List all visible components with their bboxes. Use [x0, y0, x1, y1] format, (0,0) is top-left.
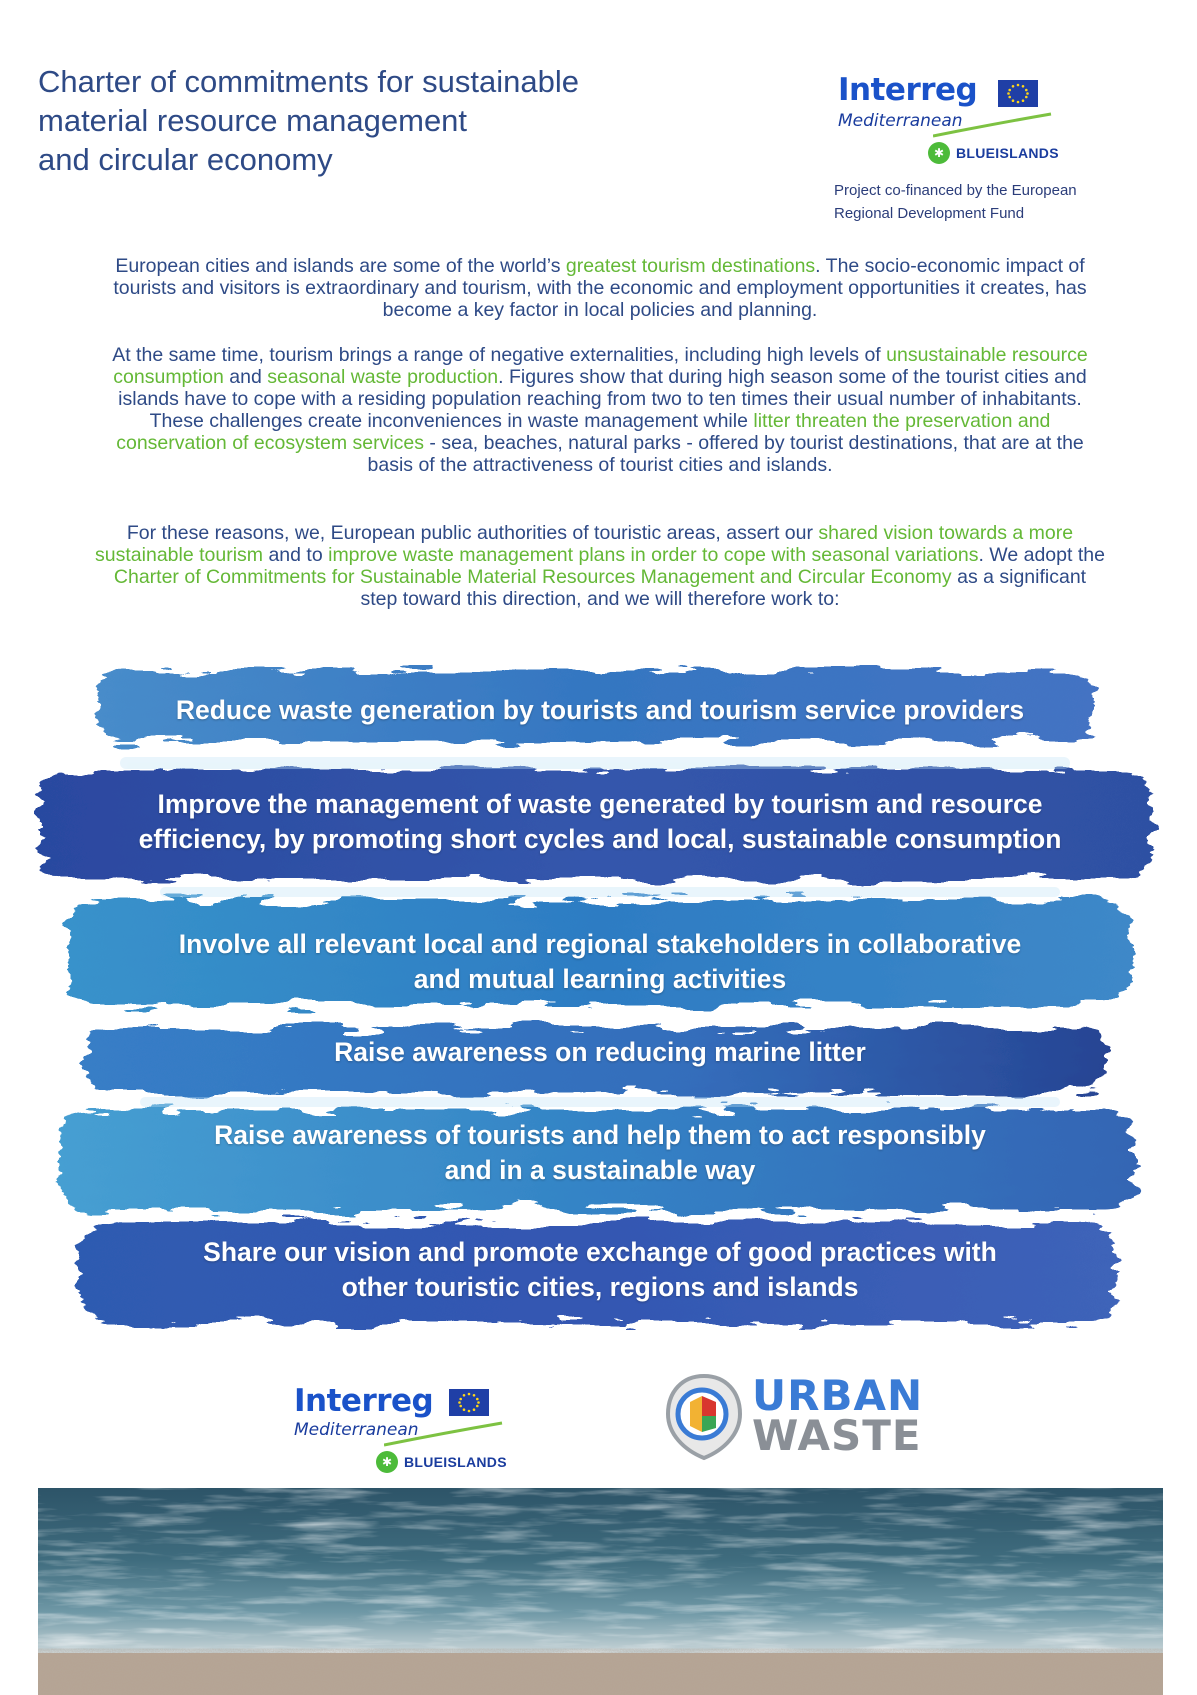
- wave-foam: [38, 1488, 1163, 1648]
- interreg-logo-bottom: [294, 1383, 554, 1483]
- urban-waste-emblem-icon: [662, 1372, 746, 1462]
- blueislands-badge: [928, 142, 1059, 164]
- commitment-line: Raise awareness of tourists and help them to act responsibly: [214, 1120, 986, 1150]
- interreg-wordmark: Interreg: [838, 72, 978, 108]
- text-run: and: [223, 366, 268, 388]
- text-run: At the same time, tourism brings a range of negative externalities, including high levels of: [112, 344, 887, 366]
- brush-highlight: [160, 887, 1060, 897]
- commitment-line: Reduce waste generation by tourists and tourism service providers: [175, 695, 1025, 725]
- commitment-item: [60, 927, 1140, 997]
- sand-texture: [38, 1653, 1163, 1695]
- title-line: and circular economy: [38, 142, 333, 177]
- urban-waste-logo: [662, 1370, 924, 1470]
- commitment-item: [60, 787, 1140, 857]
- text-run: For these reasons, we, European public authorities of touristic areas, assert our: [126, 522, 819, 544]
- text-run: . The socio-economic impact of tourists and visitors is extraordinary and tourism, with the economic and employment opportunities it creates, has become a key factor in local policies and planning.: [113, 255, 1087, 321]
- commitment-line: efficiency, by promoting short cycles and local, sustainable consumption: [138, 824, 1062, 854]
- waste-wordmark: WASTE: [752, 1411, 922, 1460]
- highlight-run: shared vision towards a more sustainable tourism: [95, 522, 1074, 566]
- intro-paragraph-1: [95, 255, 1105, 321]
- highlight-run: greatest tourism destinations: [565, 255, 816, 277]
- blueislands-badge: [376, 1451, 507, 1473]
- highlight-run: litter threaten the preservation and conservation of ecosystem services: [116, 410, 1051, 454]
- commitment-line: Share our vision and promote exchange of good practices with: [203, 1237, 997, 1267]
- mediterranean-wordmark: Mediterranean: [294, 1420, 419, 1440]
- highlight-run: improve waste management plans in order to cope with seasonal variations: [328, 544, 979, 566]
- commitment-item: [60, 1035, 1140, 1070]
- interreg-logo-top: [838, 72, 1098, 172]
- commitment-line: other touristic cities, regions and islands: [341, 1272, 859, 1302]
- sea-beach-photo: [38, 1488, 1163, 1695]
- eu-flag-icon: [998, 80, 1038, 107]
- cofinance-note: [834, 179, 1134, 225]
- text-run: and to: [263, 544, 329, 566]
- blueislands-icon: ✱: [376, 1451, 398, 1473]
- title-line: Charter of commitments for sustainable: [38, 64, 579, 99]
- interreg-wordmark: Interreg: [294, 1383, 434, 1419]
- text-run: . Figures show that during high season some of the tourist cities and islands have to cope with a residing population reaching from two to ten times their usual number of inhabitants. These challenges create inconveniences in waste management while: [118, 366, 1087, 432]
- commitment-line: Raise awareness on reducing marine litter: [334, 1037, 866, 1067]
- commitment-line: and in a sustainable way: [444, 1155, 756, 1185]
- text-run: European cities and islands are some of the world’s: [115, 255, 566, 277]
- highlight-run: seasonal waste production: [267, 366, 499, 388]
- brush-highlight: [120, 757, 1070, 769]
- blueislands-label: BLUEISLANDS: [404, 1454, 507, 1470]
- commitment-line: Involve all relevant local and regional stakeholders in collaborative: [178, 929, 1022, 959]
- highlight-run: unsustainable resource consumption: [113, 344, 1088, 388]
- commitment-item: [60, 1118, 1140, 1188]
- title-line: material resource management: [38, 103, 468, 138]
- commitment-item: [60, 1235, 1140, 1305]
- cofinance-line: Project co-financed by the European: [834, 182, 1077, 199]
- commitment-line: Improve the management of waste generated by tourism and resource: [157, 789, 1043, 819]
- text-run: as a significant step toward this direction, and we will therefore work to:: [360, 566, 1087, 610]
- cofinance-line: Regional Development Fund: [834, 205, 1025, 222]
- commitment-item: [60, 693, 1140, 728]
- swoosh-icon: [933, 110, 1053, 140]
- text-run: - sea, beaches, natural parks - offered by tourist destinations, that are at the basis of the attractiveness of tourist cities and islands.: [367, 432, 1084, 476]
- swoosh-icon: [384, 1419, 504, 1449]
- text-run: . We adopt the: [978, 544, 1105, 566]
- commitment-line: and mutual learning activities: [413, 964, 787, 994]
- mediterranean-wordmark: Mediterranean: [838, 111, 963, 131]
- eu-flag-icon: [449, 1389, 489, 1416]
- brush-stroke-background: [0, 665, 1197, 1330]
- highlight-run: Charter of Commitments for Sustainable Material Resources Management and Circular Economy: [113, 566, 952, 588]
- blueislands-label: BLUEISLANDS: [956, 145, 1059, 161]
- blueislands-icon: ✱: [928, 142, 950, 164]
- intro-paragraph-3: [95, 522, 1105, 610]
- urban-wordmark: URBAN: [752, 1371, 924, 1420]
- page-title: [38, 62, 738, 179]
- intro-paragraph-2: [95, 344, 1105, 476]
- brush-highlight: [140, 1097, 1060, 1107]
